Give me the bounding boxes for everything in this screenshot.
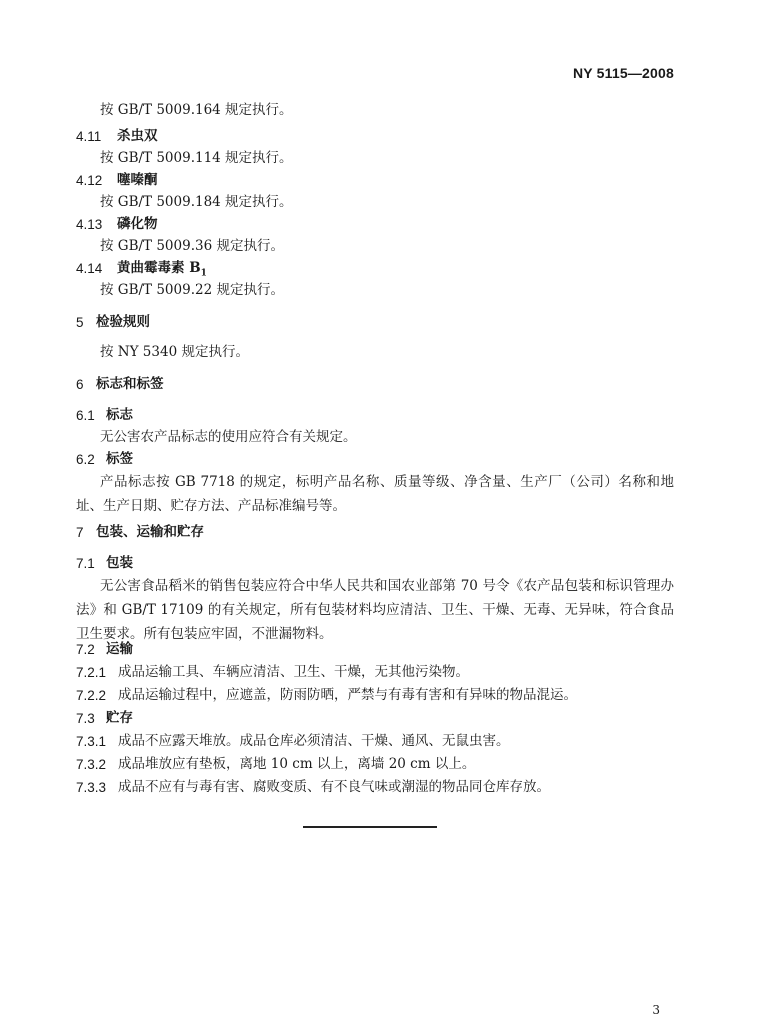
section-title: 标签 (106, 451, 133, 467)
section-number: 7.3.1 (76, 734, 107, 749)
section-title: 标志 (106, 407, 133, 423)
body-line: 按 GB/T 5009.36 规定执行。 (100, 238, 284, 254)
section-number: 4.11 (76, 129, 102, 144)
body-line: 成品不应有与毒有害、腐败变质、有不良气味或潮湿的物品同仓库存放。 (118, 779, 550, 795)
section-number: 7.2 (76, 642, 95, 657)
end-rule (303, 826, 437, 828)
section-title: 包装 (106, 555, 133, 571)
section-number: 7.3 (76, 711, 95, 726)
section-title: 包装、运输和贮存 (96, 524, 204, 540)
subscript: 1 (200, 268, 207, 279)
section-number: 6 (76, 377, 84, 392)
body-line: 按 GB/T 5009.184 规定执行。 (100, 194, 293, 210)
section-number: 7 (76, 525, 84, 540)
page-number: 3 (652, 1003, 660, 1017)
document-id: NY 5115—2008 (572, 65, 674, 81)
body-line: 无公害农产品标志的使用应符合有关规定。 (100, 429, 357, 445)
section-title-text: 黄曲霉毒素 B (117, 260, 201, 276)
section-number: 7.2.1 (76, 665, 107, 680)
section-title: 磷化物 (117, 216, 158, 232)
section-number: 5 (76, 315, 84, 330)
body-line: 按 GB/T 5009.22 规定执行。 (100, 282, 284, 298)
body-line: 按 GB/T 5009.114 规定执行。 (100, 150, 293, 166)
section-number: 7.3.3 (76, 780, 107, 795)
section-title: 噻嗪酮 (117, 172, 158, 188)
body-line: 按 NY 5340 规定执行。 (100, 344, 249, 360)
section-title: 贮存 (106, 710, 133, 726)
section-title: 检验规则 (96, 314, 150, 330)
section-number: 7.2.2 (76, 688, 107, 703)
section-number: 4.14 (76, 261, 103, 276)
body-line: 成品不应露天堆放。成品仓库必须清洁、干燥、通风、无鼠虫害。 (118, 733, 510, 749)
section-number: 6.1 (76, 408, 95, 423)
section-number: 6.2 (76, 452, 95, 467)
section-title (117, 262, 207, 279)
section-title: 标志和标签 (96, 376, 164, 392)
section-number: 7.3.2 (76, 757, 107, 772)
body-line: 按 GB/T 5009.164 规定执行。 (100, 102, 293, 118)
body-line: 成品堆放应有垫板，离地 10 cm 以上，离墙 20 cm 以上。 (118, 756, 476, 772)
body-paragraph: 产品标志按 GB 7718 的规定，标明产品名称、质量等级、净含量、生产厂（公司）名称和地址、生产日期、贮存方法、产品标准编号等。 (76, 474, 674, 514)
section-title: 杀虫双 (117, 128, 158, 144)
section-number: 7.1 (76, 556, 95, 571)
body-line: 成品运输工具、车辆应清洁、卫生、干燥，无其他污染物。 (118, 664, 469, 680)
section-number: 4.12 (76, 173, 103, 188)
body-paragraph: 无公害食品稻米的销售包装应符合中华人民共和国农业部第 70 号令《农产品包装和标识管理办法》和 GB/T 17109 的有关规定，所有包装材料均应清洁、卫生、干燥、无毒、无异味，符合食品卫生要求。所有包装应牢固，不泄漏物料。 (76, 578, 674, 642)
section-number: 4.13 (76, 217, 103, 232)
section-title: 运输 (106, 641, 133, 657)
body-line: 成品运输过程中，应遮盖，防雨防晒，严禁与有毒有害和有异味的物品混运。 (118, 687, 577, 703)
